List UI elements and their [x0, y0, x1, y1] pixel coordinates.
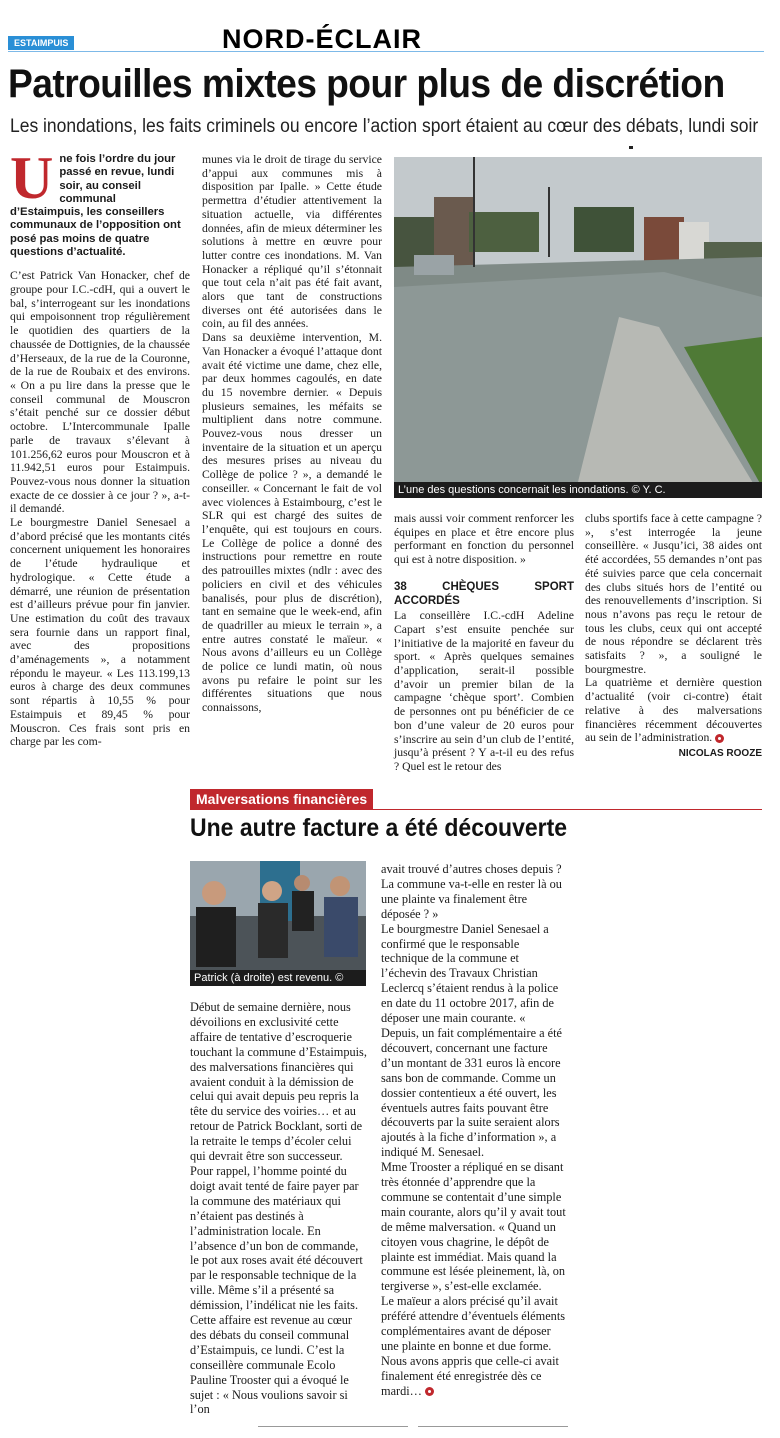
- masthead: NORD-ÉCLAIR: [222, 24, 422, 54]
- article2-paragraph: Le maïeur a alors précisé qu’il avait préféré attendre d’éventuels éléments complémentaires avant de déposer une plainte en bonne et due forme. Nous avons appris que celle-ci avait finalement été enregistrée dès ce mardi…: [381, 1294, 566, 1398]
- article1-paragraph: clubs sportifs face à cette campagne ? », s’est interrogée la jeune conseillère. « Jusqu’ici, 38 aides ont été accordées, 55 demandes n’ont pas été suivies parce que cela concernait des clubs situés hors de l’entité ou des renouvellements d’inscription. Si nous n’avons pas reçu le retour de tous les clubs, ceux qui ont accepté de nous répondre se déclarent très satisfaits ? », a souligné le bourgmestre.: [585, 512, 762, 676]
- article2-kicker-rule: [190, 809, 762, 810]
- article1-lead: Une fois l’ordre du jour passé en revue, lundi soir, au conseil communal d’Estaimpuis, les conseillers communaux de l’opposition ont posé pas moins de quatre questions d’actualité.: [10, 145, 181, 259]
- end-mark-icon: [715, 734, 724, 743]
- footer-rule-right: [418, 1426, 568, 1427]
- article1-paragraph: mais aussi voir comment renforcer les équipes en place et être encore plus performant en fonction du personnel qui est à notre disposition. »: [394, 512, 574, 567]
- people-photo: [190, 861, 366, 986]
- people-photo-illustration: [190, 861, 366, 986]
- article1-subheading: 38 CHÈQUES SPORT ACCORDÉS: [394, 580, 574, 607]
- article1-paragraph: La quatrième et dernière question d’actualité (voir ci-contre) était relative à des malversations financières récemment découvertes au sein de l’administration.: [585, 676, 762, 745]
- article2-paragraph: avait trouvé d’autres choses depuis ? La commune va-t-elle en rester là ou une plainte va finalement être déposée ? »: [381, 862, 562, 921]
- article2-paragraph: Mme Trooster a répliqué en se disant très étonnée d’apprendre que la commune se contentait d’une simple main courante, alors qu’il y avait tout de même malversation. « Quand un citoyen vous chagrine, le dépôt de plainte est immédiat. Mais quand la commune est lésée pleinement, là, on tergiverse », s’est-elle exclamée.: [381, 1160, 566, 1294]
- article1-column-2: [202, 153, 382, 715]
- subhead-dot: [629, 146, 633, 149]
- subhead: Les inondations, les faits criminels ou encore l’action sport étaient au cœur des débats, lundi soir: [10, 116, 759, 137]
- flood-photo-caption: L’une des questions concernait les inondations. © Y. C.: [394, 482, 762, 498]
- article1-paragraph: Le bourgmestre Daniel Senesael a d’abord précisé que les montants cités concernent uniquement les honoraires de l’étude hydraulique et hydrologique. « Cette étude a démarré, une réunion de présentation est d’ailleurs prévue pour fin janvier. Une estimation du coût des travaux sera fournie dans un rapport final, avec des propositions d’aménagements », a notamment répondu le mayeur. « Les 113.199,13 euros à charge des deux communes sont répartis à 10,55 % pour Estaimpuis et 89,45 % pour Mouscron. Ces frais sont pris en charge par les com-: [10, 516, 190, 749]
- people-photo-caption: Patrick (à droite) est revenu. ©: [190, 970, 366, 986]
- section-tag: ESTAIMPUIS: [8, 36, 74, 50]
- article2-paragraph: Le bourgmestre Daniel Senesael a confirmé que le responsable technique de la commune et l’échevin des Travaux Christian Leclercq s’étaient rendus à la police en date du 11 octobre 2017, afin de déposer une main courante. « Depuis, un fait complémentaire a été découvert, concernant une facture d’un montant de 331 euros là encore sans bon de commande. Comme un dossier contentieux a été ouvert, les éventuels autres faits pouvant être découverts par la suite seraient alors ajoutés à la fiche d’information », a indiqué M. Senesael.: [381, 921, 562, 1160]
- article2-column-2: [381, 862, 566, 1399]
- end-mark-icon: [425, 1387, 434, 1396]
- flood-photo-illustration: [394, 157, 762, 498]
- article1-column-4: [585, 512, 762, 761]
- article2-kicker: Malversations financières: [190, 789, 373, 809]
- article1-paragraph: munes via le droit de tirage du service d’appui aux communes mis à disposition par Ipalle. » Cette étude permettra d’étudier attentivement la situation actuelle, via différentes données, afin de mieux déterminer les solutions à mettre en œuvre pour lutter contre ces inondations. M. Van Honacker a répliqué qu’il s’étonnait que tout cela n’ait pas été fait avant, alors que tant de constructions diverses ont été autorisées dans le coin, au fil des années.: [202, 153, 382, 331]
- author-byline: NICOLAS ROOZE: [678, 747, 762, 759]
- article1-paragraph: La conseillère I.C.-cdH Adeline Capart s’est ensuite penchée sur l’initiative de la majorité en faveur du sport. « Après quelques semaines d’application, serait-il possible d’avoir un premier bilan de la campagne ‘chèque sport’. Combien de personnes ont pu bénéficier de ce bon d’une valeur de 20 euros pour s’inscrire au sein d’un club de l’entité, jusqu’à présent ? Y a-t-il eu des refus ? Quel est le retour des: [394, 609, 574, 773]
- article1-column-3: [394, 512, 574, 774]
- article2-title: Une autre facture a été découverte: [190, 814, 568, 842]
- footer-rule-left: [258, 1426, 408, 1427]
- article2-paragraph: Pour rappel, l’homme pointé du doigt avait tenté de faire payer par la commune des matériaux qui n’étaient pas destinés à l’administration locale. En l’absence d’un bon de commande, le pot aux roses avait été découvert par le responsable technique de la ville. Même s’il a présenté sa démission, l’indélicat nie les faits. Cette affaire est revenue au cœur des débats du conseil communal d’Estaimpuis, ce lundi. C’est la conseillère communale Ecolo Pauline Trooster qui a évoqué le sujet : « Nous voulions savoir si l’on: [190, 1163, 363, 1417]
- headline: Patrouilles mixtes pour plus de discrétion: [8, 62, 725, 106]
- article1-paragraph: C’est Patrick Van Honacker, chef de groupe pour I.C.-cdH, qui a ouvert le bal, s’interrogeant sur les inondations qui empoisonnent trop régulièrement le quotidien des quartiers de la chaussée de Dottignies, de la chaussée d’Herseaux, de la rue de la Couronne, de la rue de Roubaix et des environs. « On a pu lire dans la presse que le conseil communal de Mouscron s’était penché sur ce dossier début octobre. L’Intercommunale Ipalle parle de travaux s’élevant à 101.256,62 euros pour Mouscron et à 11.942,51 euros pour Estaimpuis. Pouvez-vous nous donner la situation exacte de ce dossier à ce jour ? », a-t-il demandé.: [10, 269, 190, 516]
- article1-paragraph: Dans sa deuxième intervention, M. Van Honacker a évoqué l’attaque dont avait été victime une dame, chez elle, par deux hommes cagoulés, en date du 15 novembre dernier. « Depuis plusieurs semaines, les méfaits se multiplient dans notre commune. Pouvez-vous nous dresser un inventaire de la situation et un aperçu des mesures prises au niveau du Collège de police ? », a demandé le conseiller. « Concernant le fait de vol avec violences à Estaimbourg, c’est le SLR qui est chargé des suites de l’enquête, qui est toujours en cours. Le Collège de police a donné des instructions pour remettre en route des patrouilles mixtes (ndlr : avec des policiers en civil et des véhicules banalisés, pour plus de discrétion), tant en semaine que le week-end, afin de quadriller au mieux le terrain », a entre autres constaté le maïeur. « Nous avons d’ailleurs eu un Collège de police ce lundi matin, où nous avons pu refaire le point sur les différentes situations que nous connaissons,: [202, 331, 382, 715]
- article2-paragraph: Début de semaine dernière, nous dévoilions en exclusivité cette affaire de tentative d’escroquerie touchant la commune d’Estaimpuis, des malversations financières qui avaient conduit à la démission de celui qui avait depuis peu repris la tête du service des voiries… et au retour de Patrick Bocklant, sorti de la retraite le temps d’écoler celui qui devrait être son successeur.: [190, 1000, 367, 1164]
- dropcap: U: [10, 145, 54, 211]
- flood-photo: [394, 157, 762, 498]
- article1-column-1: [10, 145, 190, 749]
- article2-column-1: [190, 1000, 370, 1417]
